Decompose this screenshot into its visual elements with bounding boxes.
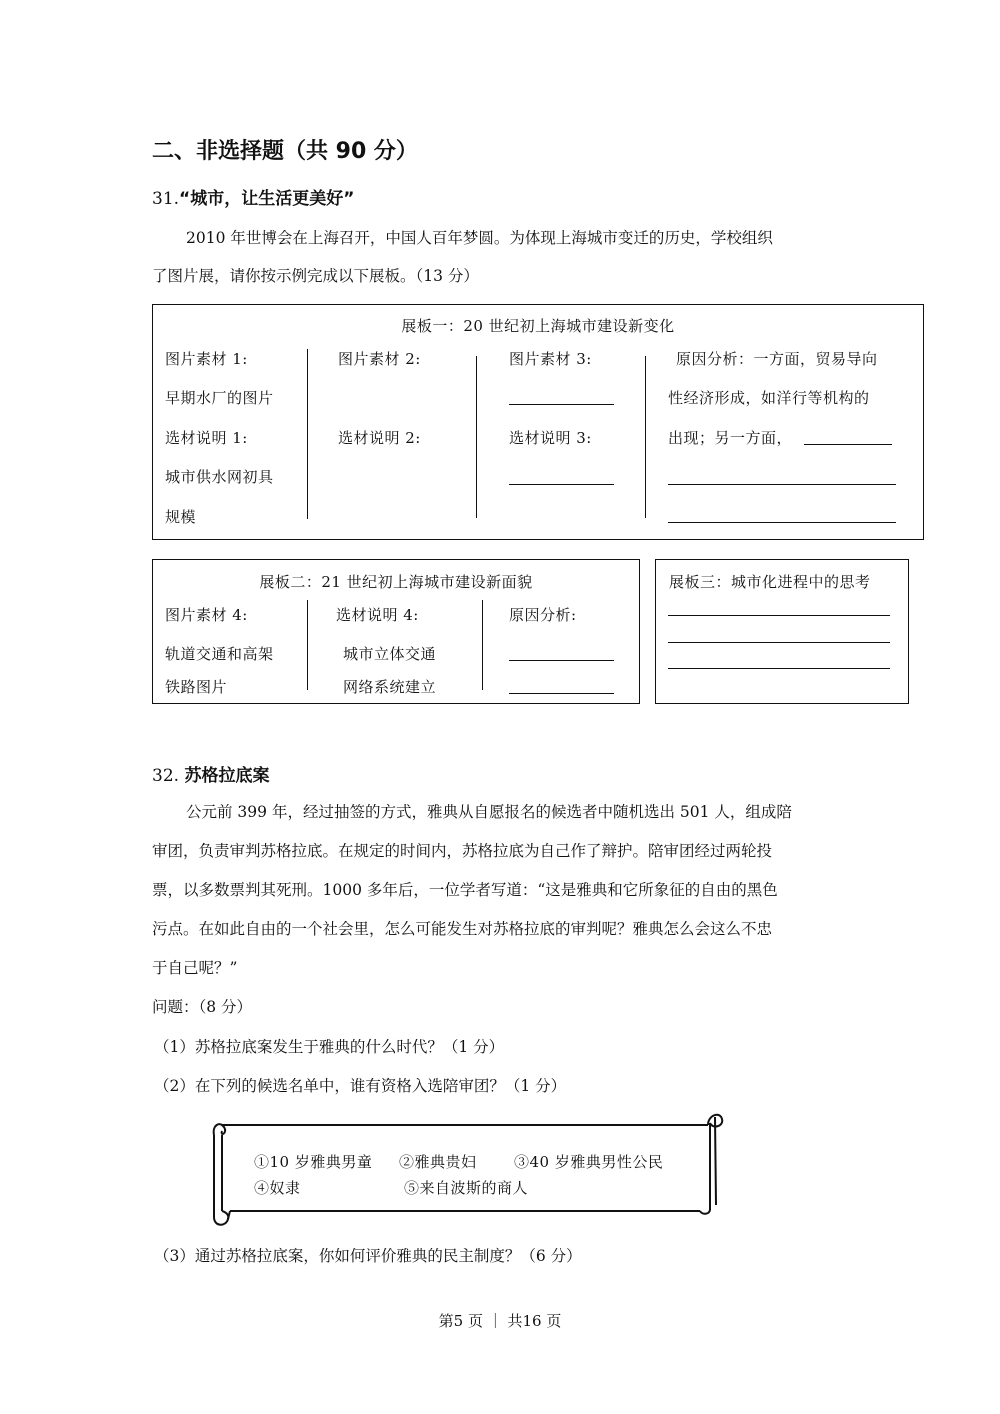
question-number: 32.: [152, 766, 180, 786]
q32-sub-question-2: （2）在下列的候选名单中，谁有资格入选陪审团？（1 分）: [154, 1077, 567, 1095]
q32-para-line: 于自己呢？”: [152, 959, 238, 977]
panel2-col3-line: 原因分析:: [509, 606, 577, 624]
panel1-col2-line: 图片素材 2:: [338, 350, 421, 368]
section-heading: 二、非选择题（共 90 分）: [152, 139, 418, 164]
panel2-divider-2: [482, 600, 483, 690]
panel1-col2-line: 选材说明 2:: [338, 429, 421, 447]
panel2-col1-line: 轨道交通和高架: [165, 645, 274, 663]
panel1-col3-line: 选材说明 3:: [509, 429, 592, 447]
question-31-title: [152, 184, 354, 209]
question-32-title: [152, 761, 269, 786]
panel2-col2-line: 网络系统建立: [343, 678, 437, 696]
panel2-divider-1: [307, 600, 308, 690]
answer-blank[interactable]: [509, 693, 614, 694]
answer-blank[interactable]: [804, 444, 892, 445]
answer-blank[interactable]: [509, 484, 614, 485]
candidate-5: ⑤来自波斯的商人: [404, 1179, 529, 1197]
panel1-col1-line: 图片素材 1:: [165, 350, 248, 368]
panel1-col3-line: 图片素材 3:: [509, 350, 592, 368]
panel2-col1-line: 铁路图片: [165, 678, 228, 696]
panel1-divider-3: [645, 356, 646, 518]
candidate-4: ④奴隶: [254, 1179, 301, 1197]
answer-blank[interactable]: [668, 484, 896, 485]
answer-blank[interactable]: [509, 660, 614, 661]
candidate-1: ①10 岁雅典男童: [254, 1153, 373, 1171]
q32-sub-question-1: （1）苏格拉底案发生于雅典的什么时代？（1 分）: [154, 1038, 505, 1056]
q32-para-line: 公元前 399 年，经过抽签的方式，雅典从自愿报名的候选者中随机选出 501 人，组成陪: [186, 803, 792, 821]
panel1-col1-line: 早期水厂的图片: [165, 389, 274, 407]
q32-sub-question-3: （3）通过苏格拉底案，你如何评价雅典的民主制度？（6 分）: [154, 1247, 582, 1265]
candidate-3: ③40 岁雅典男性公民: [514, 1153, 664, 1171]
panel2-col2-line: 城市立体交通: [343, 645, 437, 663]
q31-intro-line1: 2010 年世博会在上海召开，中国人百年梦圆。为体现上海城市变迁的历史，学校组织: [186, 229, 773, 247]
panel1-col1-line: 选材说明 1:: [165, 429, 248, 447]
answer-blank[interactable]: [509, 404, 614, 405]
question-heading: 苏格拉底案: [184, 766, 270, 786]
q32-para-line: 污点。在如此自由的一个社会里，怎么可能发生对苏格拉底的审判呢？雅典怎么会这么不忠: [152, 920, 773, 938]
answer-blank[interactable]: [668, 522, 896, 523]
answer-blank[interactable]: [668, 615, 890, 616]
panel2-col1-line: 图片素材 4:: [165, 606, 248, 624]
q32-para-line: 票，以多数票判其死刑。1000 多年后，一位学者写道：“这是雅典和它所象征的自由的黑色: [152, 881, 778, 899]
panel1-col4-line: 性经济形成，如洋行等机构的: [668, 389, 870, 407]
panel1-col4-line: 出现；另一方面，: [668, 429, 793, 447]
panel1-title: 展板一：20 世纪初上海城市建设新变化: [401, 317, 675, 335]
panel2-title: 展板二：21 世纪初上海城市建设新面貌: [259, 573, 533, 591]
q32-question-label: 问题：（8 分）: [152, 998, 253, 1016]
answer-blank[interactable]: [668, 668, 890, 669]
panel1-divider-2: [476, 356, 477, 518]
answer-blank[interactable]: [668, 642, 890, 643]
q31-intro-line2: 了图片展，请你按示例完成以下展板。（13 分）: [152, 267, 479, 285]
exhibit-panel-1: [152, 304, 924, 540]
q32-para-line: 审团，负责审判苏格拉底。在规定的时间内，苏格拉底为自己作了辩护。陪审团经过两轮投: [152, 842, 773, 860]
panel1-col1-line: 规模: [165, 508, 197, 526]
panel1-col1-line: 城市供水网初具: [165, 468, 274, 486]
panel3-title: 展板三：城市化进程中的思考: [669, 573, 871, 591]
panel1-divider-1: [307, 349, 308, 519]
question-number: 31.: [152, 189, 180, 209]
page-footer: 第5 页 ｜ 共16 页: [438, 1312, 562, 1330]
panel1-col4-line: 原因分析：一方面，贸易导向: [676, 350, 878, 368]
candidate-2: ②雅典贵妇: [399, 1153, 477, 1171]
panel2-col2-line: 选材说明 4:: [336, 606, 419, 624]
question-heading: “城市，让生活更美好”: [179, 189, 355, 209]
